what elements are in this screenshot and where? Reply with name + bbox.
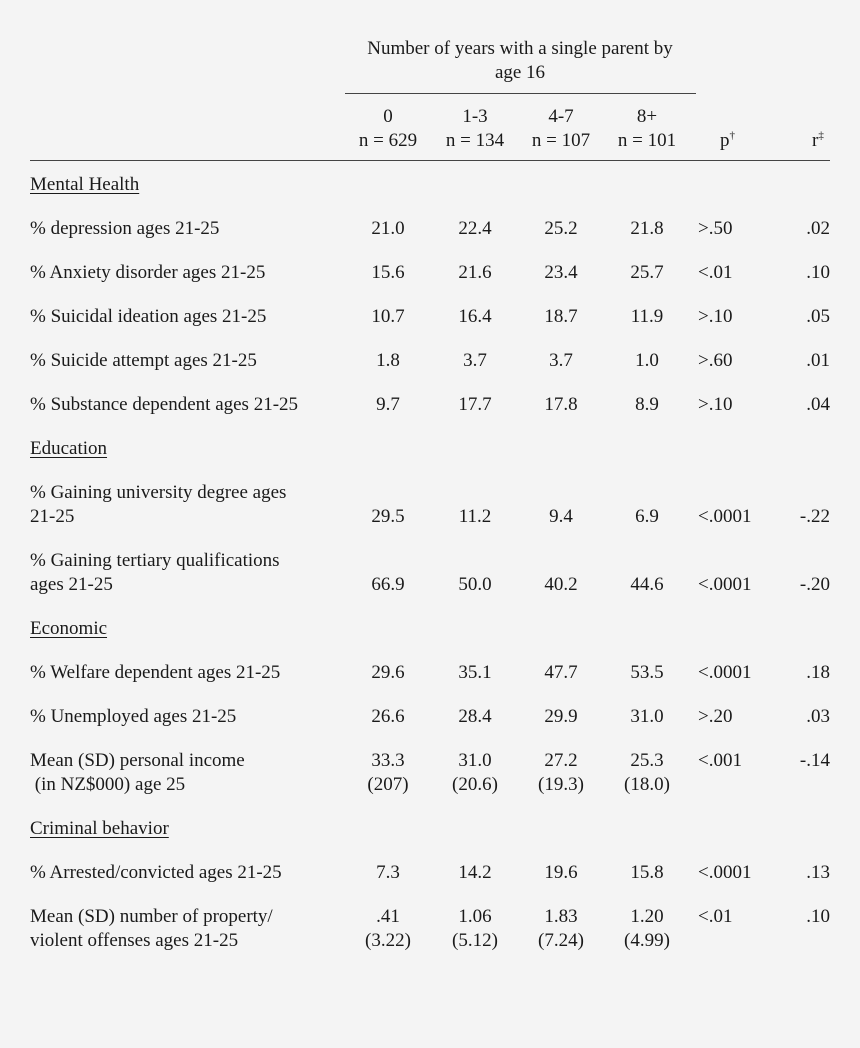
col-n-0: n = 629 (358, 130, 418, 151)
cell: 21.6 (458, 262, 492, 283)
double-dagger-mark: ‡ (818, 129, 824, 142)
p-value: <.01 (698, 906, 733, 927)
cell-sd: (7.24) (538, 930, 584, 951)
cell: 1.83 (544, 906, 578, 927)
r-value: -.22 (799, 506, 830, 527)
cell-sd: (20.6) (452, 774, 498, 795)
cell: 9.4 (549, 506, 573, 527)
cell: 3.7 (463, 350, 487, 371)
cell: 17.8 (544, 394, 578, 415)
r-value: .18 (806, 662, 830, 683)
col-header-4-7: 4-7 (548, 106, 574, 127)
cell: 28.4 (458, 706, 492, 727)
r-value: .01 (806, 350, 830, 371)
p-value: <.0001 (698, 862, 752, 883)
col-n-8plus: n = 101 (617, 130, 677, 151)
dagger-mark: † (729, 129, 735, 142)
r-value: .04 (806, 394, 830, 415)
r-value: -.20 (799, 574, 830, 595)
r-value: .03 (806, 706, 830, 727)
cell: 29.5 (371, 506, 405, 527)
row-label: % Gaining university degree ages (30, 482, 287, 503)
section-education: Education (30, 438, 108, 459)
cell: 26.6 (371, 706, 405, 727)
cell: 19.6 (544, 862, 578, 883)
header-rule (30, 160, 830, 161)
r-value: .10 (806, 262, 830, 283)
cell-sd: (5.12) (452, 930, 498, 951)
p-value: <.0001 (698, 574, 752, 595)
section-criminal-behavior: Criminal behavior (30, 818, 169, 839)
p-value: <.0001 (698, 506, 752, 527)
cell: 15.6 (371, 262, 405, 283)
cell: 66.9 (371, 574, 405, 595)
r-value: .10 (806, 906, 830, 927)
r-header: r‡ (812, 129, 824, 151)
r-value: .13 (806, 862, 830, 883)
p-value: <.001 (698, 750, 742, 771)
cell: 14.2 (458, 862, 492, 883)
group-title-line1: Number of years with a single parent by (367, 38, 673, 59)
cell: 1.06 (458, 906, 492, 927)
row-label: % depression ages 21-25 (30, 218, 220, 239)
row-label-cont: 21-25 (30, 506, 75, 527)
row-label: % Welfare dependent ages 21-25 (30, 662, 281, 683)
cell: 8.9 (635, 394, 659, 415)
p-value: >.50 (698, 218, 733, 239)
cell: 22.4 (458, 218, 492, 239)
section-mental-health: Mental Health (30, 174, 140, 195)
cell: 27.2 (544, 750, 578, 771)
cell: 47.7 (544, 662, 578, 683)
row-label: % Suicidal ideation ages 21-25 (30, 306, 267, 327)
row-label: % Anxiety disorder ages 21-25 (30, 262, 266, 283)
cell: 29.9 (544, 706, 578, 727)
cell: 21.0 (371, 218, 405, 239)
col-n-4-7: n = 107 (531, 130, 591, 151)
cell-sd: (19.3) (538, 774, 584, 795)
col-header-1-3: 1-3 (462, 106, 488, 127)
cell: 1.8 (376, 350, 400, 371)
cell-sd: (3.22) (365, 930, 411, 951)
cell: 10.7 (371, 306, 405, 327)
cell: 44.6 (630, 574, 664, 595)
cell: 25.3 (630, 750, 664, 771)
row-label: % Unemployed ages 21-25 (30, 706, 237, 727)
row-label: % Arrested/convicted ages 21-25 (30, 862, 282, 883)
p-value: >.20 (698, 706, 733, 727)
r-value: .02 (806, 218, 830, 239)
cell: 15.8 (630, 862, 664, 883)
cell: 33.3 (371, 750, 405, 771)
p-value: <.01 (698, 262, 733, 283)
cell: 25.7 (630, 262, 664, 283)
cell-sd: (4.99) (624, 930, 670, 951)
row-label: Mean (SD) personal income (30, 750, 245, 771)
row-label-cont: (in NZ$000) age 25 (30, 774, 186, 795)
p-value: >.10 (698, 306, 733, 327)
cell: 1.0 (635, 350, 659, 371)
cell: 11.2 (458, 506, 492, 527)
p-header: p† (720, 129, 735, 151)
cell: 17.7 (458, 394, 492, 415)
r-value: -.14 (799, 750, 830, 771)
cell: 25.2 (544, 218, 578, 239)
cell: 53.5 (630, 662, 664, 683)
col-n-1-3: n = 134 (445, 130, 505, 151)
cell: 31.0 (630, 706, 664, 727)
cell: .41 (376, 906, 400, 927)
cell: 1.20 (630, 906, 664, 927)
cell: 11.9 (630, 306, 664, 327)
section-economic: Economic (30, 618, 108, 639)
cell: 40.2 (544, 574, 578, 595)
cell: 35.1 (458, 662, 492, 683)
r-value: .05 (806, 306, 830, 327)
cell: 9.7 (376, 394, 400, 415)
cell: 21.8 (630, 218, 664, 239)
p-value: >.60 (698, 350, 733, 371)
row-label: % Suicide attempt ages 21-25 (30, 350, 257, 371)
row-label: % Gaining tertiary qualifications (30, 550, 280, 571)
col-header-8plus: 8+ (636, 106, 658, 127)
group-rule (345, 93, 696, 94)
cell: 3.7 (549, 350, 573, 371)
cell: 31.0 (458, 750, 492, 771)
cell: 6.9 (635, 506, 659, 527)
row-label-cont: ages 21-25 (30, 574, 113, 595)
col-header-0: 0 (383, 106, 393, 127)
cell: 23.4 (544, 262, 578, 283)
cell-sd: (18.0) (624, 774, 670, 795)
cell: 16.4 (458, 306, 492, 327)
cell: 50.0 (458, 574, 492, 595)
cell: 18.7 (544, 306, 578, 327)
p-value: <.0001 (698, 662, 752, 683)
cell-sd: (207) (367, 774, 409, 795)
cell: 29.6 (371, 662, 405, 683)
group-title-line2: age 16 (494, 62, 546, 83)
p-value: >.10 (698, 394, 733, 415)
row-label-cont: violent offenses ages 21-25 (30, 930, 239, 951)
row-label: % Substance dependent ages 21-25 (30, 394, 299, 415)
row-label: Mean (SD) number of property/ (30, 906, 273, 927)
cell: 7.3 (376, 862, 400, 883)
